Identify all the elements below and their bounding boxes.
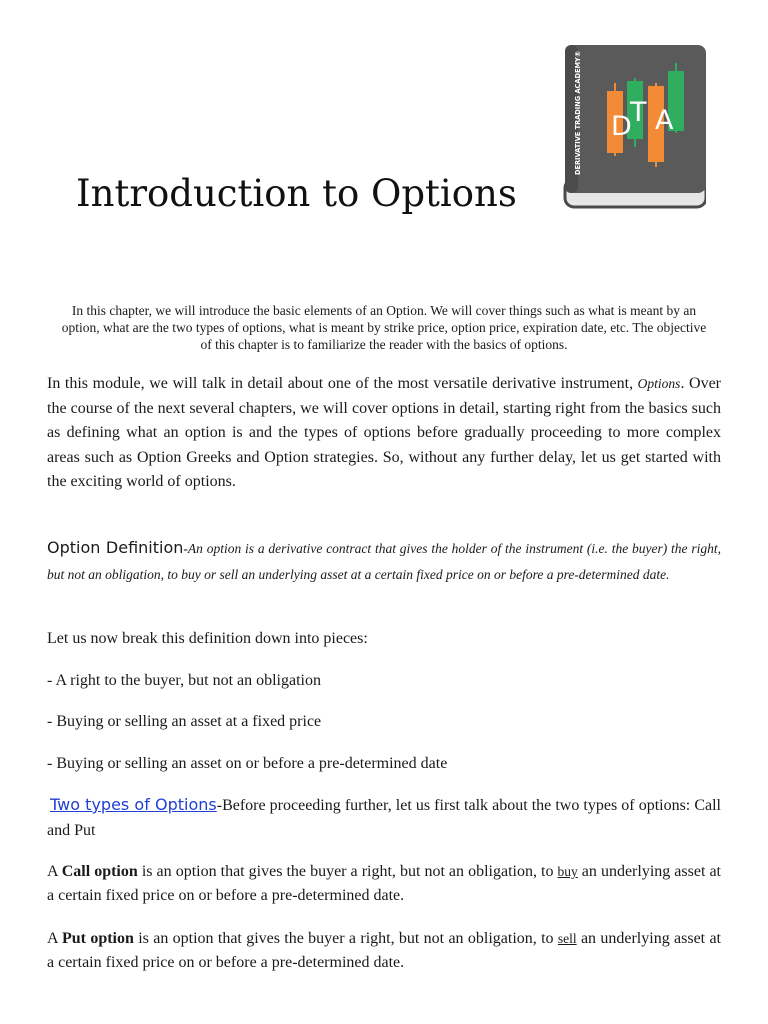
call-option-paragraph [47, 860, 721, 908]
logo-letter-d: D [611, 111, 632, 142]
list-item: - Buying or selling an asset on or before a pre-determined date [47, 755, 448, 772]
dta-logo [563, 43, 706, 209]
types-text: -Before proceeding further, let us first talk about the two types of options: Call and Put [47, 797, 721, 839]
list-item: - Buying or selling an asset at a fixed price [47, 713, 322, 730]
logo-letter-t: T [630, 97, 647, 128]
put-text-end: an underlying asset at a certain fixed price on or before a pre-determined date. [47, 930, 722, 971]
put-text-mid: is an option that gives the buyer a right, but not an obligation, to [133, 930, 558, 947]
put-option-paragraph [47, 927, 721, 975]
intro-paragraph [47, 372, 721, 495]
chapter-abstract: In this chapter, we will introduce the basic elements of an Option. We will cover things such as what is meant by an option, what are the two types of options, what is meant by strike price, option price, expiration date, etc. The objective of this chapter is to familiarize the reader with the basics of options. [61, 303, 707, 352]
put-sell-word: sell [557, 931, 577, 946]
logo-vertical-text: DERIVATIVE TRADING ACADEMY® [574, 50, 582, 175]
breakdown-intro: Let us now break this definition down into pieces: [47, 630, 368, 647]
page-title: Introduction to Options [76, 172, 517, 215]
intro-text-2: . Over the course of the next several chapters, we will cover options in detail, starting right from the basics such as defining what an option is and the types of options before gradually proceeding to more complex areas such as Option Greeks and Option strategies. So, without any further delay, let us get started with the exciting world of options. [47, 375, 722, 491]
call-text-end: an underlying asset at a certain fixed price on or before a pre-determined date. [47, 863, 721, 904]
definition-heading: Option Definition [47, 538, 184, 557]
put-text-a: A [47, 930, 62, 947]
types-paragraph [47, 792, 721, 843]
two-types-link[interactable]: Two types of Options [50, 795, 217, 814]
intro-text-1: In this module, we will talk in detail about one of the most versatile derivative instrument, [47, 375, 638, 392]
call-text-a: A [47, 863, 62, 880]
intro-em-options: Options [637, 376, 681, 391]
definition-paragraph [47, 535, 721, 587]
call-option-term: Call option [61, 863, 138, 880]
put-option-term: Put option [62, 930, 134, 947]
logo-letter-a: A [655, 105, 674, 136]
definition-text: -An option is a derivative contract that gives the holder of the instrument (i.e. the buyer) the right, but not an obligation, to buy or sell an underlying asset at a certain fixed price on or before a pre-determined date. [47, 541, 721, 582]
list-item: - A right to the buyer, but not an obligation [47, 672, 321, 689]
call-text-mid: is an option that gives the buyer a right, but not an obligation, to [137, 863, 558, 880]
call-buy-word: buy [557, 864, 578, 879]
